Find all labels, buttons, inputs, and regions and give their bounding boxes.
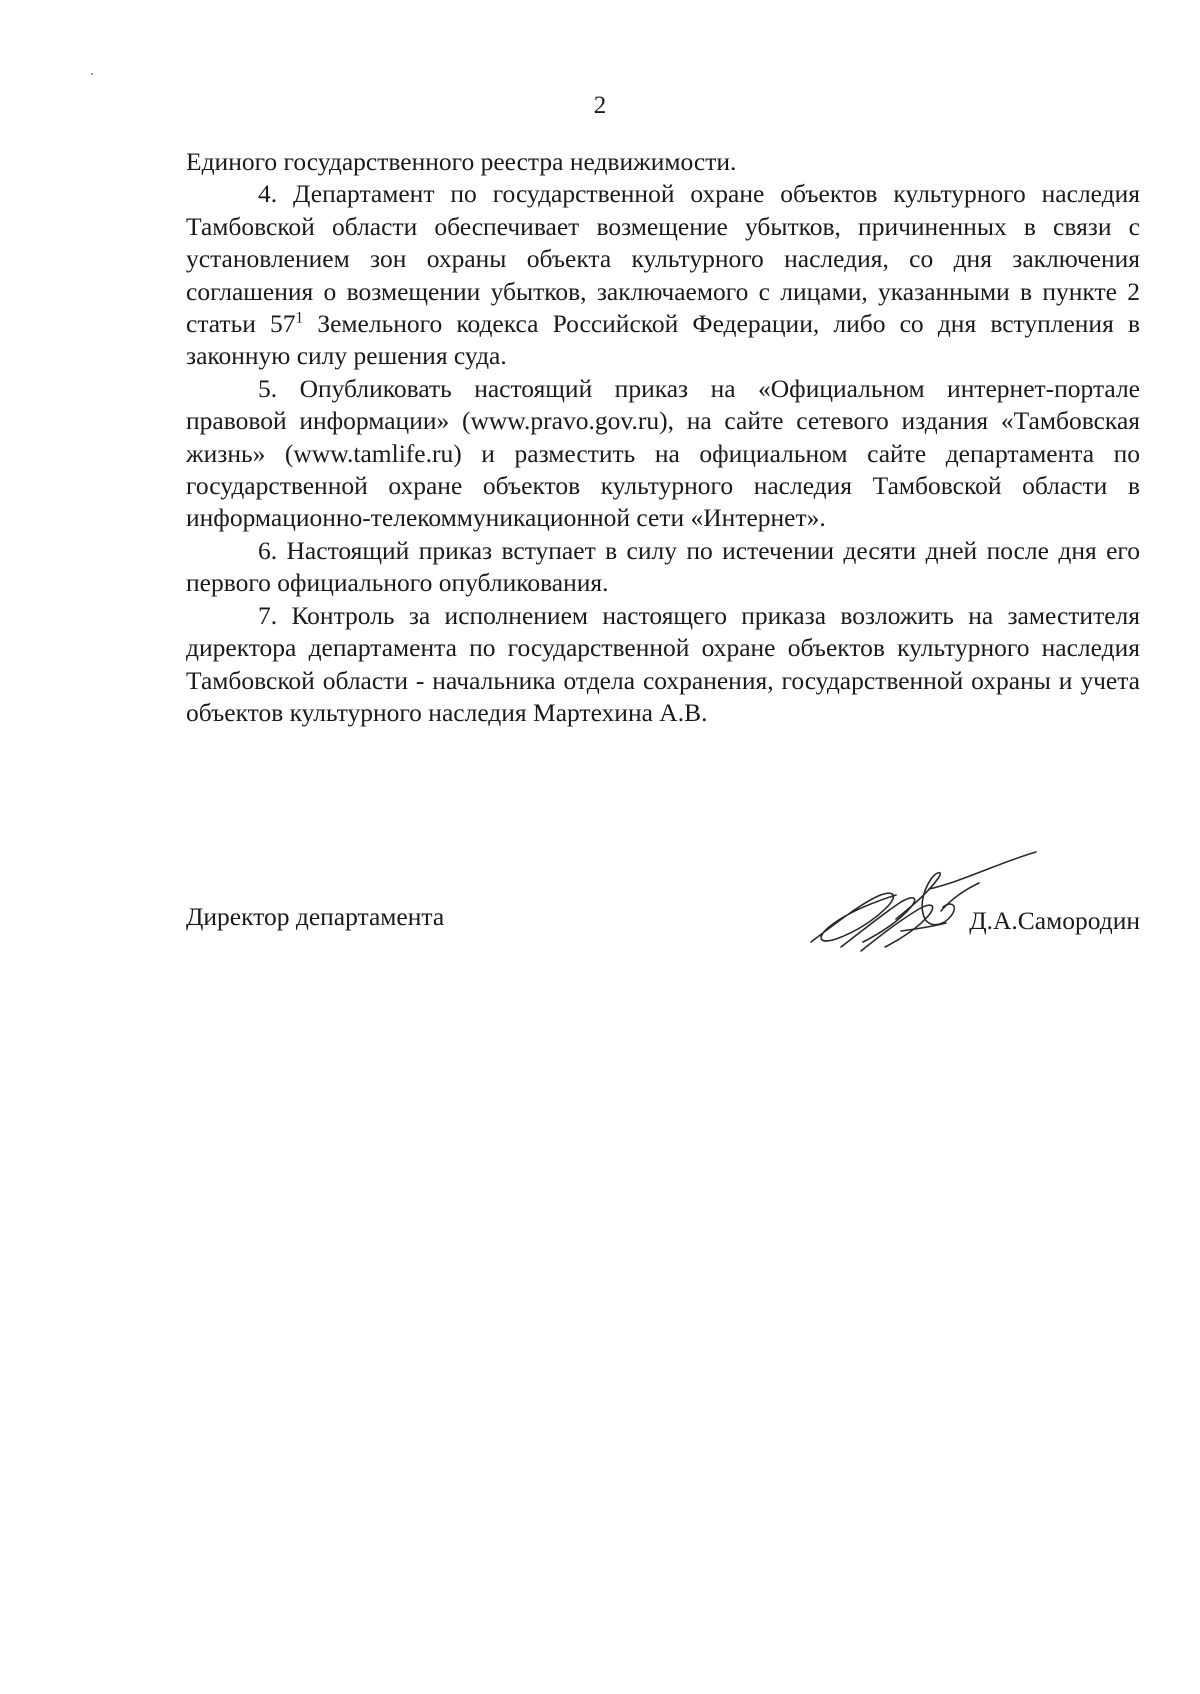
paragraph-text: 6. Настоящий приказ вступает в силу по истечении десяти дней после дня его первого официального опубликования. <box>186 535 1140 598</box>
signer-name: Д.А.Самородин <box>969 906 1140 935</box>
document-body <box>186 146 1140 729</box>
superscript: 1 <box>295 309 304 327</box>
paragraph-item-7 <box>186 600 1140 730</box>
signer-position: Директор департамента <box>186 902 445 931</box>
page-number: 2 <box>593 92 607 119</box>
signature-block <box>186 902 1140 972</box>
paragraph-text: 7. Контроль за исполнением настоящего приказа возложить на заместителя директора департамента по государственной охране объектов культурного наследия Тамбовской области - начальника отдела сохранения, государственной охраны и учета объектов культурного наследия Мартехина А.В. <box>186 600 1140 727</box>
paragraph-continuation <box>186 146 1140 178</box>
scan-artifact-dot <box>91 73 93 75</box>
paragraph-text: 5. Опубликовать настоящий приказ на «Официальном интернет-портале правовой информации» (www.pravo.gov.ru), на сайте сетевого издания «Тамбовская жизнь» (www.tamlife.ru) и разместить на официальном сайте департамента по государственной охране объектов культурного наследия Тамбовской области в информационно-телекоммуникационной сети «Интернет». <box>186 373 1140 533</box>
paragraph-text: 4. Департамент по государственной охране объектов культурного наследия Тамбовской области обеспечивает возмещение убытков, причиненных в связи с установлением зон охраны объекта культурного наследия, со дня заключения соглашения о возмещении убытков, заключаемого с лицами, указанными в пункте 2 статьи 57 <box>186 179 1140 339</box>
paragraph-text-continued: Земельного кодекса Российской Федерации, либо со дня вступления в законную силу решения суда. <box>186 309 1141 371</box>
handwritten-signature <box>801 847 1051 962</box>
paragraph-item-5 <box>186 373 1140 535</box>
paragraph-text: Единого государственного реестра недвижимости. <box>186 147 737 176</box>
paragraph-item-4 <box>186 178 1140 372</box>
paragraph-item-6 <box>186 535 1140 600</box>
